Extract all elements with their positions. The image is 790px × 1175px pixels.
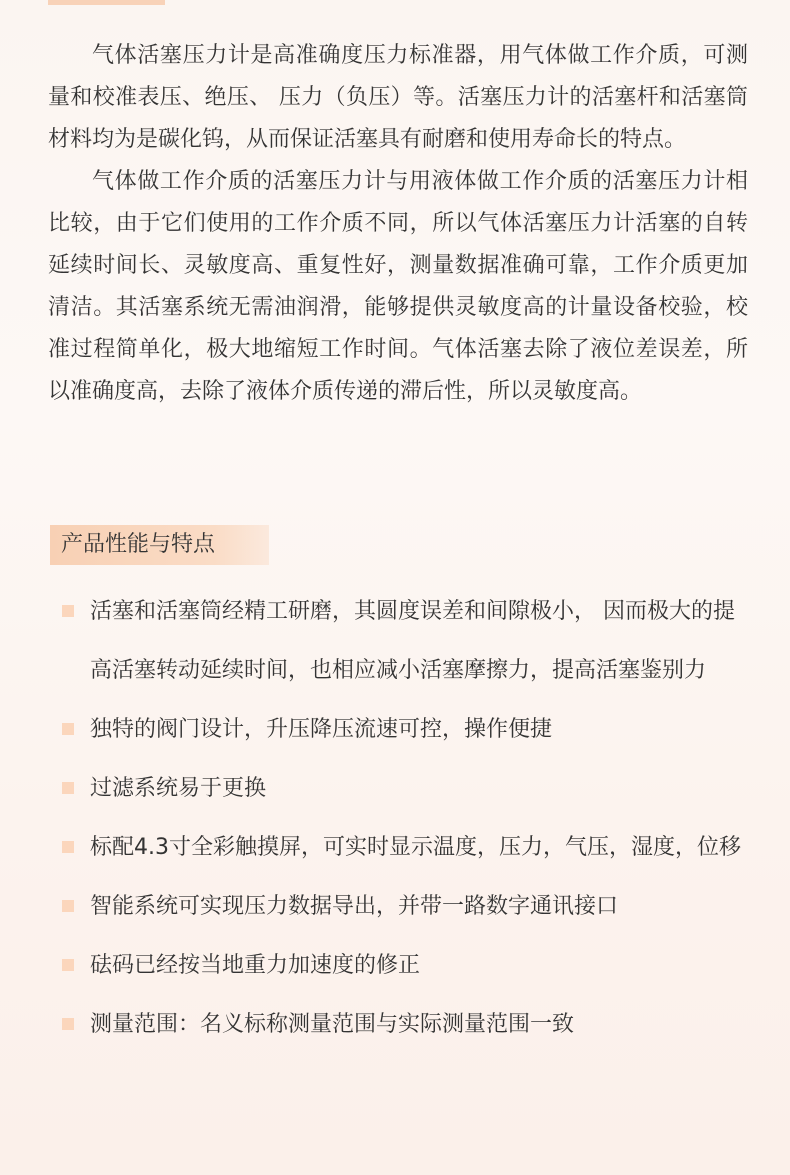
square-bullet-icon [62,900,74,912]
feature-text: 独特的阀门设计，升压降压流速可控，操作便捷 [90,717,553,742]
section-heading-label: 产品性能与特点 [61,532,216,557]
feature-text: 标配4.3寸全彩触摸屏，可实时显示温度，压力，气压，湿度，位移 [90,835,741,860]
feature-list-item [62,700,752,759]
square-bullet-icon [62,782,74,794]
feature-list-item [62,936,752,995]
feature-text: 智能系统可实现压力数据导出，并带一路数字通讯接口 [90,894,619,919]
square-bullet-icon [62,723,74,735]
feature-text: 砝码已经按当地重力加速度的修正 [90,953,421,978]
section-top-accent-bar [48,0,165,5]
square-bullet-icon [62,605,74,617]
intro-text-block [48,35,748,413]
feature-list-item [62,995,752,1054]
feature-text: 活塞和活塞筒经精工研磨，其圆度误差和间隙极小， 因而极大的提高活塞转动延续时间，也相应减小活塞摩擦力，提高活塞鉴别力 [90,599,735,683]
section-heading-features [50,525,269,565]
feature-list-item [62,818,752,877]
feature-list-item [62,877,752,936]
intro-paragraph-2: 气体做工作介质的活塞压力计与用液体做工作介质的活塞压力计相比较，由于它们使用的工作介质不同，所以气体活塞压力计活塞的自转延续时间长、灵敏度高、重复性好，测量数据准确可靠，工作介质更加清洁。其活塞系统无需油润滑，能够提供灵敏度高的计量设备校验，校准过程简单化，极大地缩短工作时间。气体活塞去除了液位差误差，所以准确度高，去除了液体介质传递的滞后性，所以灵敏度高。 [48,169,748,404]
square-bullet-icon [62,841,74,853]
feature-text: 过滤系统易于更换 [90,776,267,801]
feature-list-item [62,759,752,818]
square-bullet-icon [62,959,74,971]
intro-paragraph-1: 气体活塞压力计是高准确度压力标准器，用气体做工作介质，可测量和校准表压、绝压、 压力（负压）等。活塞压力计的活塞杆和活塞筒材料均为是碳化钨，从而保证活塞具有耐磨和使用寿命长的特点。 [48,43,748,152]
feature-list-item [62,582,752,700]
feature-list [62,582,752,1054]
feature-text: 测量范围：名义标称测量范围与实际测量范围一致 [90,1012,575,1037]
square-bullet-icon [62,1018,74,1030]
